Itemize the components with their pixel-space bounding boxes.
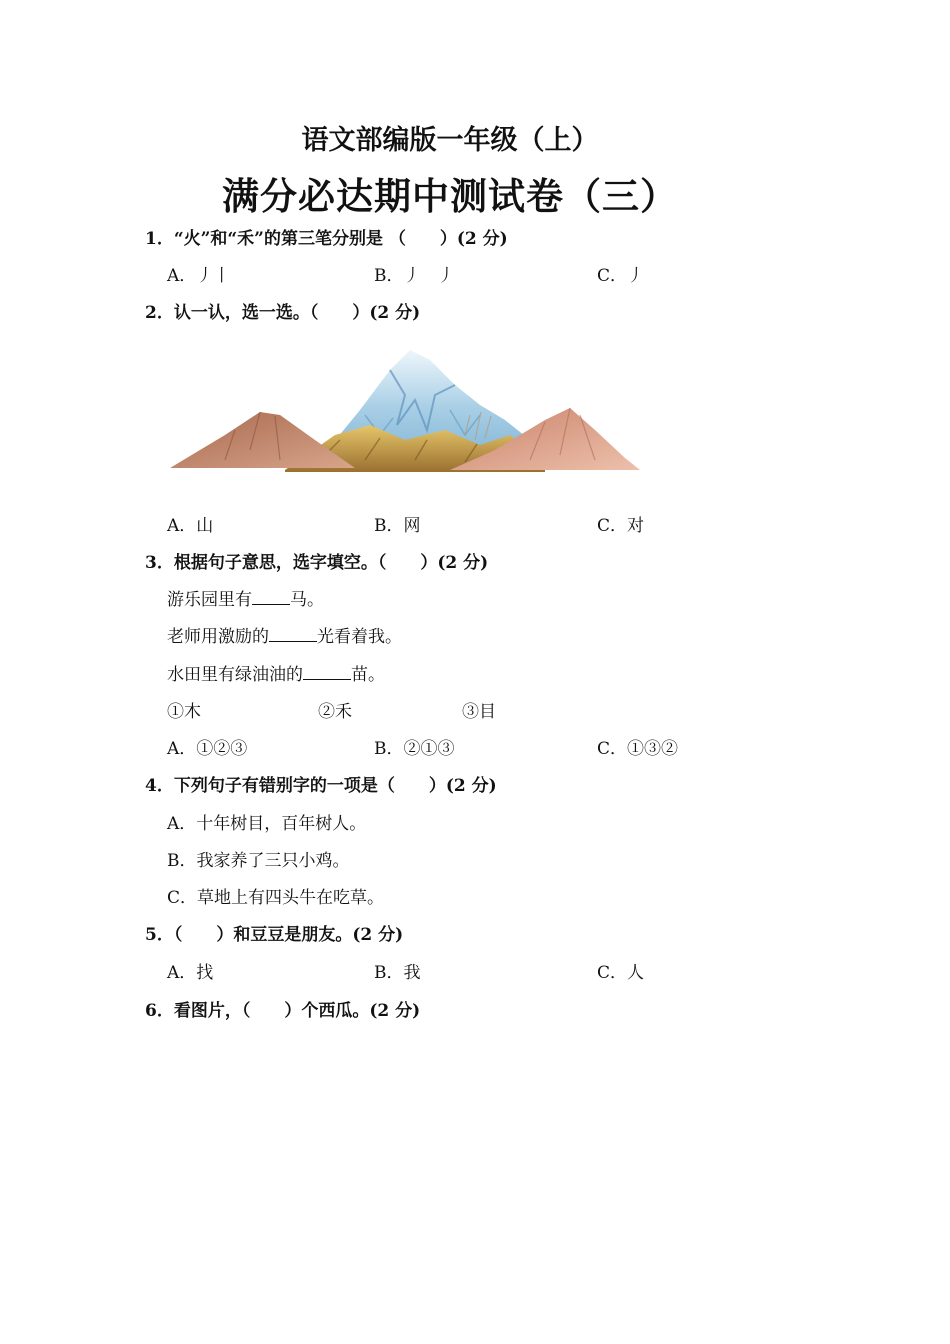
fill-blank[interactable]	[252, 590, 290, 605]
question-3-choice-3: ③目	[462, 702, 496, 722]
question-4-option-c[interactable]: C．草地上有四头牛在吃草。	[167, 888, 385, 908]
question-3-option-b[interactable]: B．②①③	[374, 739, 455, 759]
exam-title: 满分必达期中测试卷（三）	[222, 174, 678, 218]
question-1-stem: 1．“火”和“禾”的第三笔分别是 （ ）(2 分)	[145, 229, 508, 249]
question-4-option-a[interactable]: A．十年树目，百年树人。	[167, 814, 367, 834]
question-2-option-c[interactable]: C．对	[597, 516, 645, 536]
exam-subtitle: 语文部编版一年级（上）	[301, 125, 599, 156]
question-3-stem: 3．根据句子意思，选字填空。（ ）(2 分)	[145, 553, 489, 573]
question-2-option-a[interactable]: A．山	[167, 516, 214, 536]
sentence-text: 马。	[290, 590, 324, 610]
question-3-sentence-2	[167, 622, 402, 647]
question-1-option-c[interactable]: C．丿	[597, 266, 645, 286]
question-5-option-a[interactable]: A．找	[167, 963, 214, 983]
question-1-option-a[interactable]: A．丿丨	[167, 266, 231, 286]
question-1-option-b[interactable]: B．丿 丿	[374, 266, 455, 286]
sentence-text: 老师用激励的	[167, 627, 269, 647]
question-2-stem: 2．认一认，选一选。（ ）(2 分)	[145, 303, 421, 323]
sentence-text: 水田里有绿油油的	[167, 665, 303, 685]
question-3-option-a[interactable]: A．①②③	[167, 739, 248, 759]
fill-blank[interactable]	[269, 627, 317, 642]
question-3-choice-2: ②禾	[318, 702, 352, 722]
sentence-text: 光看着我。	[317, 627, 402, 647]
question-3-sentence-3	[167, 660, 385, 685]
question-6-stem: 6．看图片，（ ）个西瓜。(2 分)	[145, 1001, 421, 1021]
question-3-option-c[interactable]: C．①③②	[597, 739, 679, 759]
question-4-stem: 4．下列句子有错别字的一项是（ ）(2 分)	[145, 776, 497, 796]
question-5-stem: 5．（ ）和豆豆是朋友。(2 分)	[145, 925, 404, 945]
sentence-text: 游乐园里有	[167, 590, 252, 610]
question-2-option-b[interactable]: B．网	[374, 516, 421, 536]
question-5-option-b[interactable]: B．我	[374, 963, 421, 983]
mountain-illustration	[165, 340, 645, 480]
question-3-sentence-1	[167, 585, 324, 610]
question-3-choice-1: ①木	[167, 702, 201, 722]
left-red-mountain	[170, 412, 355, 468]
question-4-option-b[interactable]: B．我家养了三只小鸡。	[167, 851, 350, 871]
fill-blank[interactable]	[303, 665, 351, 680]
sentence-text: 苗。	[351, 665, 385, 685]
question-5-option-c[interactable]: C．人	[597, 963, 645, 983]
